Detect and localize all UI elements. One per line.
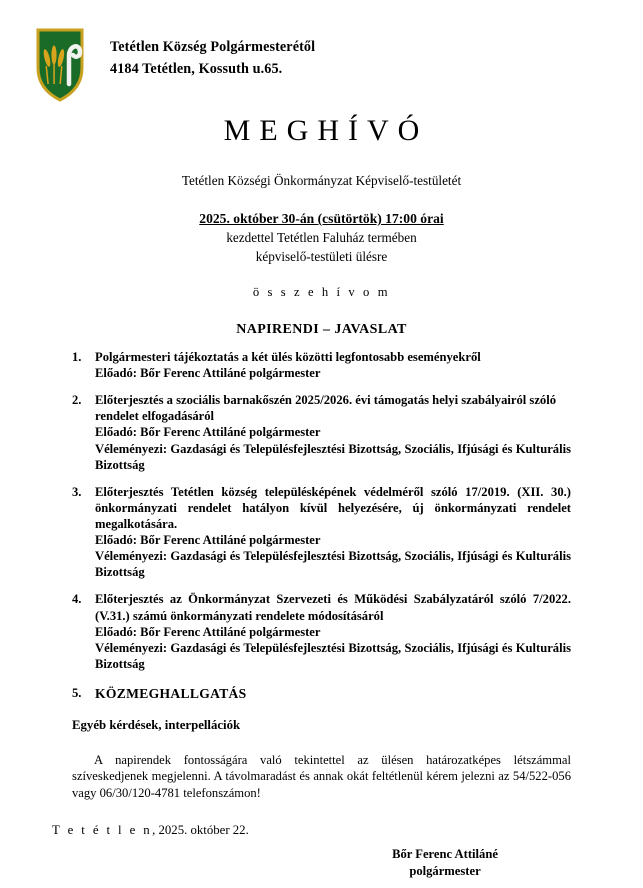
- agenda-item-number: 2.: [72, 393, 82, 408]
- agenda-item: [0, 591, 643, 672]
- agenda-item-number: 5.: [72, 685, 82, 700]
- agenda-item-line: Előadó: Bőr Ferenc Attiláné polgármester: [95, 533, 321, 548]
- agenda-item: [0, 484, 643, 581]
- page-title: MEGHÍVÓ: [223, 114, 429, 147]
- agenda-item-line: Előadó: Bőr Ferenc Attiláné polgármester: [95, 425, 321, 440]
- letterhead-line-1: Tetétlen Község Polgármesterétől: [110, 39, 316, 55]
- agenda-item-line: Előadó: Bőr Ferenc Attiláné polgármester: [95, 624, 321, 639]
- meeting-datetime: 2025. október 30-án (csütörtök) 17:00 órai: [199, 211, 444, 226]
- issue-date: , 2025. október 22.: [152, 823, 249, 837]
- agenda-item-line: Véleményezi: Gazdasági és Településfejlesztési Bizottság, Szociális, Ifjúsági és Kulturális Bizottság: [95, 441, 571, 472]
- closing-paragraph: A napirendek fontosságára való tekintettel az ülésen határozatképes létszámmal szíveskedjenek megjelenni. A távolmaradást és annak okát feltétlenül kérem jelezni az 54/522-056 vagy 06/30/120-4781 telefonszámon!: [72, 753, 571, 800]
- agenda-item: [0, 685, 643, 702]
- letterhead: [0, 28, 643, 102]
- letterhead-line-2: 4184 Tetétlen, Kossuth u.65.: [110, 60, 283, 77]
- intro-block: [0, 173, 643, 338]
- agenda-item-line: Polgármesteri tájékoztatás a két ülés közötti legfontosabb eseményekről: [95, 350, 481, 364]
- signatory-name: Bőr Ferenc Attiláné: [392, 847, 498, 861]
- agenda-item-body: [95, 484, 571, 581]
- tetetlen-coat-of-arms-icon: [36, 28, 84, 102]
- meeting-venue: kezdettel Tetétlen Faluház termében: [226, 230, 417, 245]
- letterhead-text: [110, 28, 315, 80]
- agenda-item-line: Előadó: Bőr Ferenc Attiláné polgármester: [95, 366, 321, 381]
- agenda-item-number: 1.: [72, 350, 82, 364]
- convene-word: ö s s z e h í v o m: [252, 285, 391, 299]
- agenda-item-body: [95, 349, 571, 381]
- crest-container: [0, 28, 110, 102]
- meeting-purpose: képviselő-testületi ülésre: [255, 249, 388, 264]
- agenda-item-number: 3.: [72, 484, 82, 499]
- agenda-heading: NAPIRENDI – JAVASLAT: [236, 322, 407, 337]
- other-questions-heading: Egyéb kérdések, interpellációk: [72, 718, 241, 732]
- agenda-item-line: Véleményezi: Gazdasági és Településfejlesztési Bizottság, Szociális, Ifjúsági és Kulturális Bizottság: [95, 640, 571, 671]
- place-name: T e t é t l e n: [52, 823, 153, 837]
- agenda-item: [0, 349, 643, 381]
- agenda-item-number: 4.: [72, 592, 82, 607]
- agenda-item-body: [95, 591, 571, 672]
- agenda-item: [0, 392, 643, 473]
- agenda-item-line: KÖZMEGHALLGATÁS: [95, 685, 247, 701]
- place-and-date: [52, 823, 249, 838]
- agenda-item-body: [95, 392, 571, 473]
- addressee-line: Tetétlen Községi Önkormányzat Képviselő-testületét: [181, 173, 462, 188]
- agenda-item-line: Véleményezi: Gazdasági és Településfejlesztési Bizottság, Szociális, Ifjúsági és Kulturális Bizottság: [95, 549, 571, 580]
- agenda-item-line: Előterjesztés a szociális barnakőszén 2025/2026. évi támogatás helyi szabályairól szóló rendelet elfogadásáról: [95, 393, 557, 424]
- agenda-item-line: Előterjesztés Tetétlen község településképének védelméről szóló 17/2019. (XII. 30.) önkormányzati rendelet hatályon kívül helyezésére, új önkormányzati rendelet megalkotására.: [95, 484, 571, 531]
- signature-block: [330, 846, 560, 879]
- signatory-role: polgármester: [409, 863, 481, 878]
- agenda-list: [0, 349, 643, 713]
- agenda-item-line: Előterjesztés az Önkormányzat Szervezeti és Működési Szabályzatáról szóló 7/2022. (V.31.) számú önkormányzati rendelete módosításáról: [95, 592, 571, 623]
- agenda-item-body: [95, 685, 571, 702]
